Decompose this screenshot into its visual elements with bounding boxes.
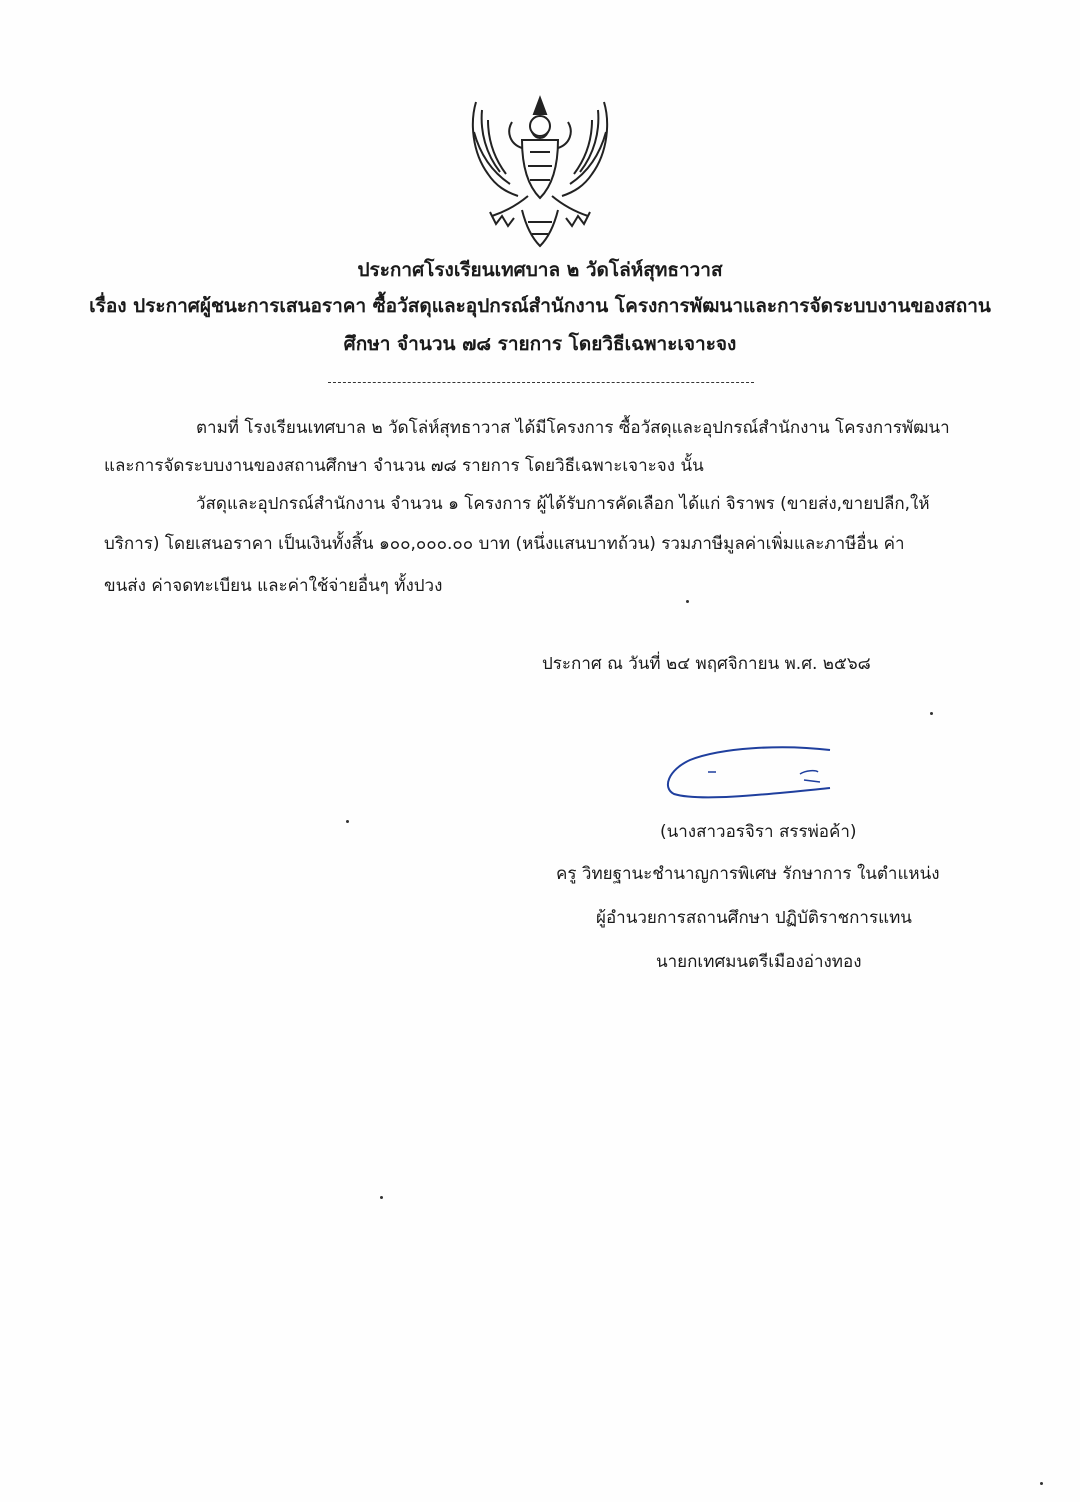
paragraph-1-line-1: ตามที่ โรงเรียนเทศบาล ๒ วัดโล่ห์สุทธาวาส ได้มีโครงการ ซื้อวัสดุและอุปกรณ์สำนักงาน โครงการพัฒนา xyxy=(196,418,950,438)
subject-line-1: เรื่อง ประกาศผู้ชนะการเสนอราคา ซื้อวัสดุและอุปกรณ์สำนักงาน โครงการพัฒนาและการจัดระบบงานของสถาน xyxy=(89,295,991,317)
scan-speck xyxy=(380,1196,383,1199)
garuda-emblem-icon xyxy=(466,92,614,252)
scan-speck xyxy=(930,712,933,715)
paragraph-2-line-2: บริการ) โดยเสนอราคา เป็นเงินทั้งสิ้น ๑๐๐,๐๐๐.๐๐ บาท (หนึ่งแสนบาทถ้วน) รวมภาษีมูลค่าเพิ่มและภาษีอื่น ค่า xyxy=(104,534,905,554)
scan-speck xyxy=(1040,1482,1043,1485)
signatory-position-3: นายกเทศมนตรีเมืองอ่างทอง xyxy=(656,952,862,972)
dashed-divider xyxy=(328,382,754,383)
signatory-name: (นางสาวอรจิรา สรรพ่อค้า) xyxy=(660,822,857,842)
paragraph-1-line-2: และการจัดระบบงานของสถานศึกษา จำนวน ๗๘ รายการ โดยวิธีเฉพาะเจาะจง นั้น xyxy=(104,456,704,476)
announcement-date: ประกาศ ณ วันที่ ๒๔ พฤศจิกายน พ.ศ. ๒๕๖๘ xyxy=(542,654,871,674)
paragraph-2-line-1: วัสดุและอุปกรณ์สำนักงาน จำนวน ๑ โครงการ ผู้ได้รับการคัดเลือก ได้แก่ จิราพร (ขายส่ง,ขายปลีก,ให้ xyxy=(196,494,930,514)
announcement-title: ประกาศโรงเรียนเทศบาล ๒ วัดโล่ห์สุทธาวาส xyxy=(357,259,723,281)
scan-speck xyxy=(686,600,689,603)
signatory-position-1: ครู วิทยฐานะชำนาญการพิเศษ รักษาการ ในตำแหน่ง xyxy=(556,864,940,884)
signatory-position-2: ผู้อำนวยการสถานศึกษา ปฏิบัติราชการแทน xyxy=(596,908,912,928)
handwritten-signature xyxy=(660,736,840,806)
scan-speck xyxy=(346,820,349,823)
paragraph-2-line-3: ขนส่ง ค่าจดทะเบียน และค่าใช้จ่ายอื่นๆ ทั้งปวง xyxy=(104,576,443,596)
subject-line-2: ศึกษา จำนวน ๗๘ รายการ โดยวิธีเฉพาะเจาะจง xyxy=(343,333,737,355)
